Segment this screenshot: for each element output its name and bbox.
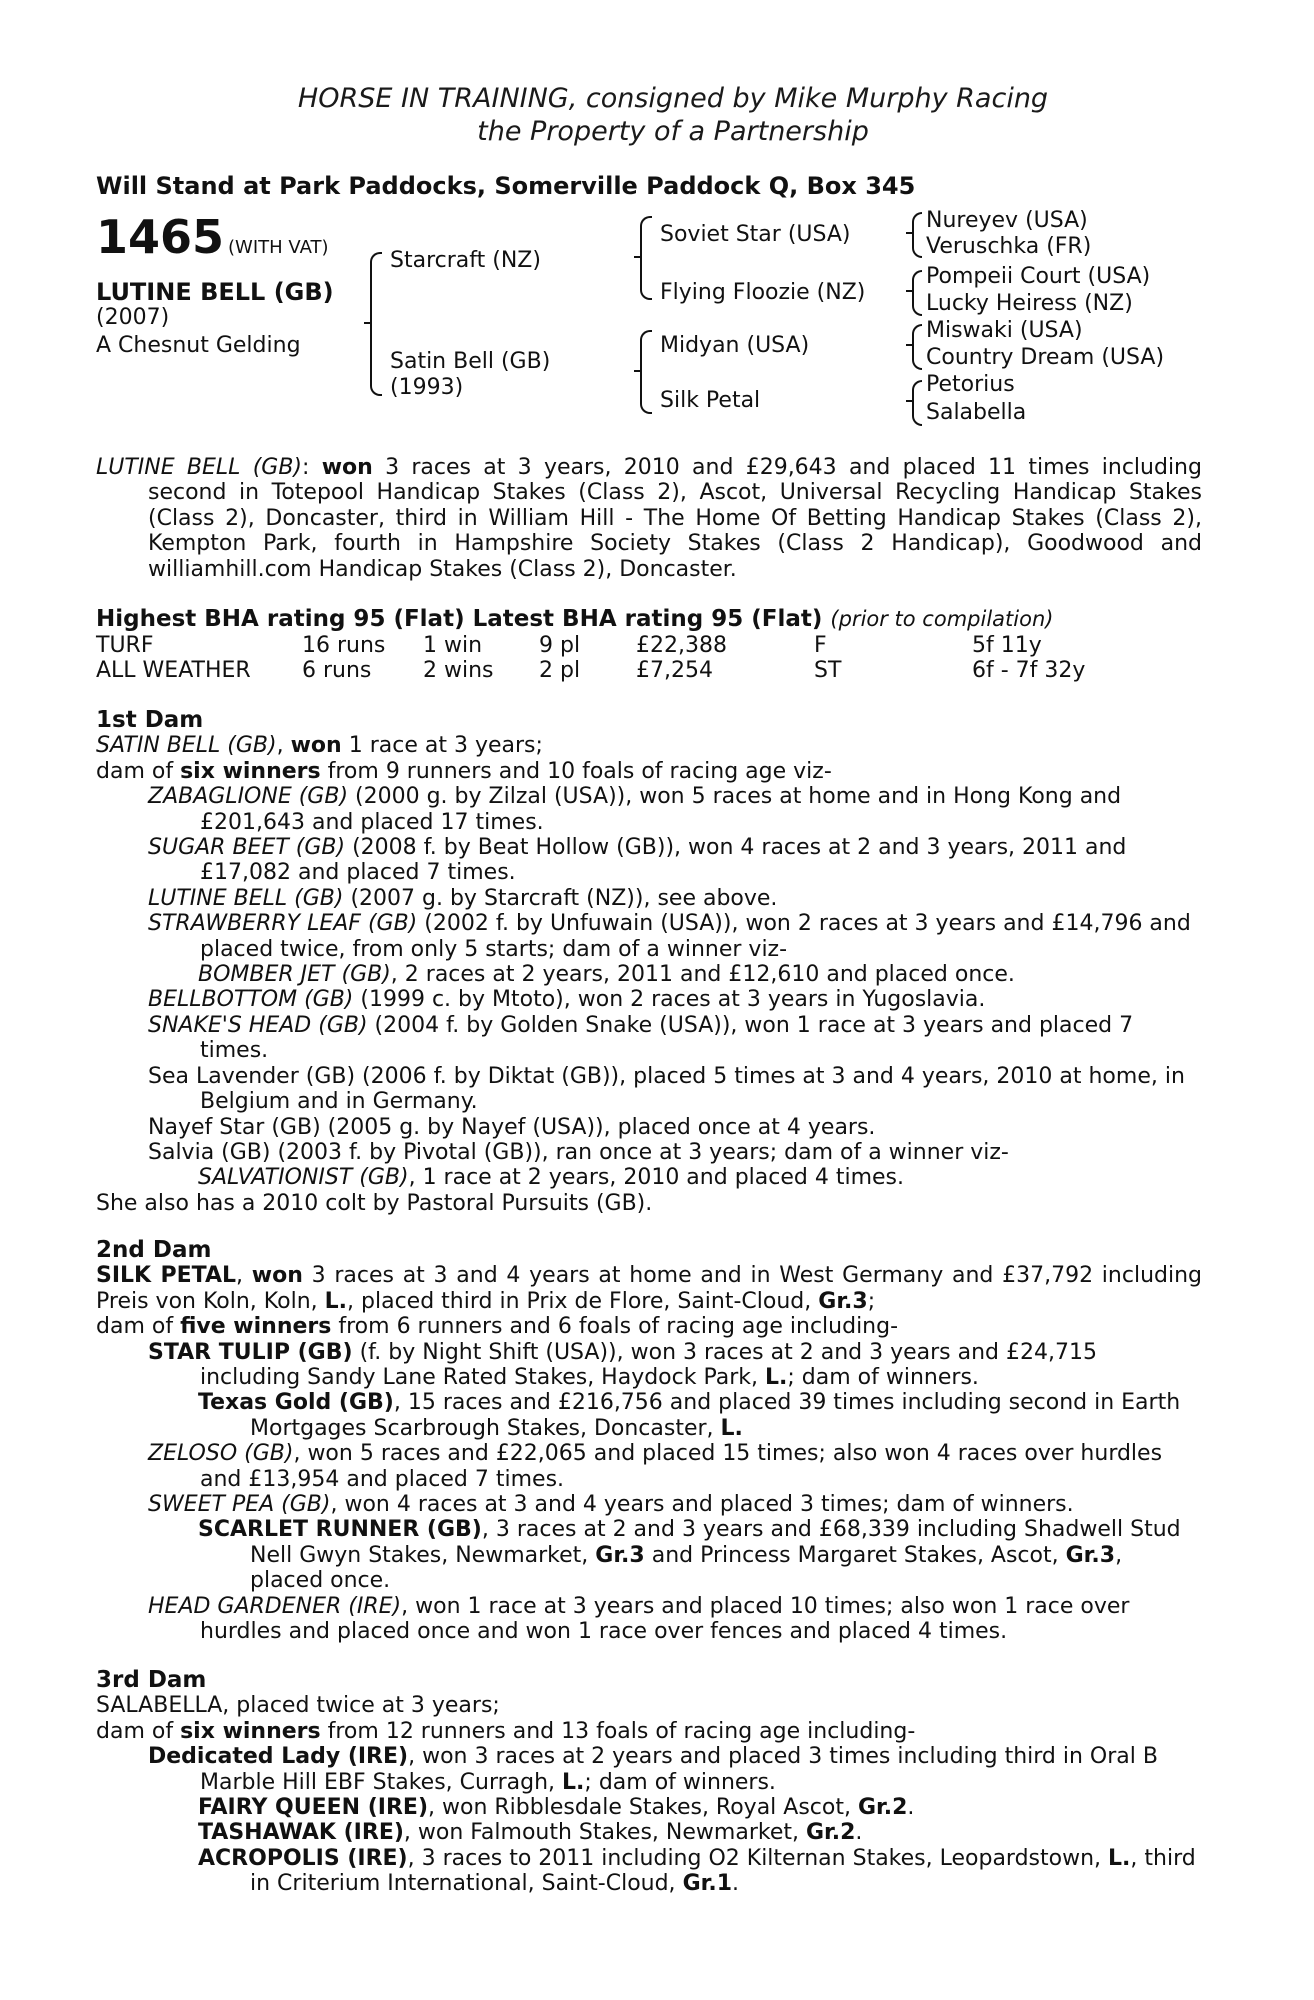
pedigree-g5: Miswaki (USA) bbox=[926, 318, 1083, 343]
group-badge: Gr.2 bbox=[805, 1820, 856, 1846]
produce-name: SWEET PEA (GB) bbox=[148, 1492, 331, 1518]
first-dam-grand-produce-item bbox=[198, 1165, 1202, 1190]
stats-wins: 2 wins bbox=[423, 658, 494, 683]
group-badge: Gr.3 bbox=[818, 1288, 868, 1314]
produce-text: . bbox=[732, 1871, 739, 1897]
pedigree-dam-sire: Midyan (USA) bbox=[660, 333, 810, 358]
horse-name: LUTINE BELL (GB) bbox=[96, 278, 334, 306]
pedigree-g2: Veruschka (FR) bbox=[926, 234, 1092, 259]
pedigree-brace-g12 bbox=[912, 212, 922, 258]
summary-colon: : bbox=[302, 455, 310, 480]
racing-summary bbox=[96, 455, 1202, 582]
third-dam-grand-produce-item bbox=[198, 1846, 1202, 1897]
pedigree-sire: Starcraft (NZ) bbox=[390, 248, 541, 273]
lot-number: 1465 bbox=[96, 210, 225, 264]
third-dam-section bbox=[96, 1668, 1202, 1897]
first-dam-line bbox=[96, 733, 1202, 758]
second-dam-winners: five winners bbox=[180, 1314, 332, 1340]
stats-runs: 6 runs bbox=[302, 658, 372, 683]
produce-name: BELLBOTTOM (GB) bbox=[148, 987, 354, 1013]
pedigree-g4: Lucky Heiress (NZ) bbox=[926, 291, 1133, 316]
pedigree-sire-sire: Soviet Star (USA) bbox=[660, 222, 851, 247]
produce-text: , won 5 races and £22,065 and placed 15 times; also won 4 races over hurdles and £13,954 and placed 7 times. bbox=[200, 1441, 1163, 1492]
produce-text: , 2 races at 2 years, 2011 and £12,610 and placed once. bbox=[390, 962, 1015, 988]
produce-text: , won 1 race at 3 years and placed 10 times; also won 1 race over hurdles and placed once and won 1 race over fences and placed 4 times. bbox=[200, 1593, 1130, 1645]
pedigree-dam: Satin Bell (GB) bbox=[390, 349, 551, 374]
first-dam-also-has: She also has a 2010 colt by Pastoral Pursuits (GB). bbox=[96, 1190, 653, 1216]
third-dam-title: 3rd Dam bbox=[96, 1667, 207, 1693]
produce-text: , won Falmouth Stakes, Newmarket, bbox=[403, 1820, 799, 1846]
group-badge: Gr.3 bbox=[595, 1542, 645, 1568]
third-dam-winners: six winners bbox=[180, 1718, 321, 1744]
group-badge: Gr.2 bbox=[857, 1795, 908, 1821]
pedigree-g8: Salabella bbox=[926, 400, 1027, 425]
produce-text: (1999 c. by Mtoto), won 2 races at 3 years in Yugoslavia. bbox=[360, 987, 986, 1013]
produce-name: SUGAR BEET (GB) bbox=[148, 835, 346, 861]
produce-name: Dedicated Lady (IRE) bbox=[148, 1744, 409, 1770]
produce-text: , placed once. bbox=[250, 1542, 1123, 1594]
lot-vat: (WITH VAT) bbox=[228, 237, 329, 258]
produce-text: , 3 races to 2011 including O2 Kilternan Stakes, Leopardstown, bbox=[407, 1845, 1102, 1871]
stable-location: Will Stand at Park Paddocks, Somerville Paddock Q, Box 345 bbox=[96, 172, 916, 200]
produce-name: ZABAGLIONE (GB) bbox=[148, 784, 349, 810]
produce-text: , 3 races at 2 and 3 years and £68,339 including Shadwell Stud Nell Gwyn Stakes, Newmarket, bbox=[250, 1517, 1181, 1568]
first-dam-produce-item bbox=[148, 784, 1202, 835]
pedigree-g3: Pompeii Court (USA) bbox=[926, 264, 1151, 289]
second-dam-produce-item bbox=[148, 1492, 1202, 1517]
first-dam-grand-produce-item bbox=[198, 962, 1202, 987]
listed-badge: L. bbox=[720, 1415, 743, 1441]
produce-name: STAR TULIP (GB) bbox=[148, 1339, 353, 1365]
produce-name: SCARLET RUNNER (GB) bbox=[198, 1517, 482, 1543]
third-dam-dam-of: dam of bbox=[96, 1718, 174, 1744]
produce-name: FAIRY QUEEN (IRE) bbox=[198, 1795, 429, 1821]
second-dam-text-2: , placed third in Prix de Flore, Saint-Cloud, bbox=[347, 1288, 812, 1314]
pedigree-brace-main-tick bbox=[364, 322, 370, 324]
group-badge: Gr.1 bbox=[682, 1871, 732, 1897]
stats-surface: ALL WEATHER bbox=[96, 658, 251, 683]
pedigree-brace-dam bbox=[640, 330, 652, 414]
first-dam-title: 1st Dam bbox=[96, 707, 204, 733]
produce-name: HEAD GARDENER (IRE) bbox=[148, 1593, 402, 1619]
second-dam-won: won bbox=[251, 1263, 303, 1289]
produce-name: SALVATIONIST (GB) bbox=[198, 1165, 409, 1191]
produce-text: (2007 g. by Starcraft (NZ)), see above. bbox=[350, 885, 778, 911]
produce-name: ACROPOLIS (IRE) bbox=[198, 1845, 408, 1871]
first-dam-produce-item: Salvia (GB) (2003 f. by Pivotal (GB)), ran once at 3 years; dam of a winner viz- bbox=[148, 1139, 1009, 1165]
pedigree-brace-g56 bbox=[912, 324, 922, 370]
listed-badge: L. bbox=[1108, 1845, 1131, 1871]
produce-name: SNAKE'S HEAD (GB) bbox=[148, 1012, 368, 1038]
third-dam-grand-produce-item bbox=[198, 1820, 1202, 1845]
pedigree-brace-g78-tick bbox=[906, 400, 912, 402]
first-dam-produce-item bbox=[148, 1013, 1202, 1064]
summary-horse-name: LUTINE BELL (GB) bbox=[96, 455, 303, 480]
first-dam-winners: six winners bbox=[180, 758, 321, 784]
third-dam-line: SALABELLA, placed twice at 3 years; bbox=[96, 1693, 500, 1719]
produce-text: , 1 race at 2 years, 2010 and placed 4 times. bbox=[408, 1165, 904, 1191]
produce-text: , won Ribblesdale Stakes, Royal Ascot, bbox=[428, 1795, 851, 1821]
produce-text: , won 4 races at 3 and 4 years and placed 3 times; dam of winners. bbox=[330, 1492, 1074, 1518]
bha-rating-text: Highest BHA rating 95 (Flat) Latest BHA rating 95 (Flat) bbox=[96, 606, 823, 632]
first-dam-produce-summary bbox=[96, 759, 1202, 784]
third-dam-produce-summary bbox=[96, 1719, 1202, 1744]
bha-rating-note: (prior to compilation) bbox=[830, 607, 1054, 631]
pedigree-brace-sire-tick bbox=[634, 256, 640, 258]
horse-description: A Chesnut Gelding bbox=[96, 333, 301, 358]
first-dam-produce-item bbox=[148, 886, 1202, 911]
second-dam-produce-summary bbox=[96, 1314, 1202, 1339]
produce-text: , third in Criterium International, Saint-Cloud, bbox=[250, 1845, 1196, 1897]
second-dam-produce-text: from 6 runners and 6 foals of racing age including- bbox=[338, 1314, 899, 1340]
second-dam-produce-item bbox=[148, 1441, 1202, 1492]
summary-text: 3 races at 3 years, 2010 and £29,643 and placed 11 times including second in Totepool Handicap Stakes (Class 2), Ascot, Universal Recycling Handicap Stakes (Class 2), Doncaster, third in William Hill - The Home Of Betting Handicap Stakes (Class 2), Kempton Park, fourth in Hampshire Society Stakes (Class 2 Handicap), Goodwood and williamhill.com Handicap Stakes (Class 2), Doncaster. bbox=[148, 455, 1202, 582]
produce-text: ; dam of winners. bbox=[584, 1769, 776, 1795]
first-dam-won: won bbox=[290, 733, 342, 759]
produce-text: , 15 races and £216,756 and placed 39 times including second in Earth Mortgages Scarbrough Stakes, Doncaster, bbox=[250, 1390, 1181, 1441]
second-dam-produce-item bbox=[148, 1594, 1202, 1645]
third-dam-produce-text: from 12 runners and 13 foals of racing age including- bbox=[327, 1718, 916, 1744]
pedigree-sire-dam: Flying Floozie (NZ) bbox=[660, 280, 866, 305]
produce-name: ZELOSO (GB) bbox=[148, 1441, 294, 1467]
produce-name: LUTINE BELL (GB) bbox=[148, 885, 344, 911]
listed-badge: L. bbox=[562, 1769, 585, 1795]
third-dam-produce-item bbox=[148, 1744, 1202, 1795]
produce-name: BOMBER JET (GB) bbox=[198, 962, 391, 988]
second-dam-text-3: ; bbox=[867, 1288, 876, 1314]
pedigree-g1: Nureyev (USA) bbox=[926, 208, 1088, 233]
first-dam-produce-item bbox=[148, 911, 1202, 962]
first-dam-won-text: 1 race at 3 years; bbox=[348, 733, 543, 759]
second-dam-comma: , bbox=[236, 1263, 243, 1289]
first-dam-produce-item: Nayef Star (GB) (2005 g. by Nayef (USA)), placed once at 4 years. bbox=[148, 1114, 876, 1140]
third-dam-grand-produce-item bbox=[198, 1795, 1202, 1820]
pedigree-brace-g56-tick bbox=[906, 344, 912, 346]
produce-text: (2002 f. by Unfuwain (USA)), won 2 races at 3 years and £14,796 and placed twice, from only 5 starts; dam of a winner viz- bbox=[200, 911, 1191, 962]
listed-badge: L. bbox=[324, 1288, 348, 1314]
horse-year: (2007) bbox=[96, 305, 170, 330]
stats-placed: 9 pl bbox=[539, 633, 581, 658]
produce-text: . bbox=[855, 1820, 863, 1846]
produce-text: ; dam of winners. bbox=[787, 1365, 979, 1391]
first-dam-dam-of: dam of bbox=[96, 758, 174, 784]
pedigree-dam-year: (1993) bbox=[390, 375, 464, 400]
second-dam-line bbox=[96, 1263, 1202, 1314]
produce-name: TASHAWAK (IRE) bbox=[198, 1820, 404, 1846]
stats-placed: 2 pl bbox=[539, 658, 581, 683]
second-dam-grand-produce-item bbox=[198, 1390, 1202, 1441]
produce-text: (2000 g. by Zilzal (USA)), won 5 races at home and in Hong Kong and £201,643 and placed 17 times. bbox=[200, 784, 1122, 835]
pedigree-g6: Country Dream (USA) bbox=[926, 345, 1165, 370]
first-dam-produce-item bbox=[148, 987, 1202, 1012]
pedigree-brace-dam-tick bbox=[634, 370, 640, 372]
produce-text: (2004 f. by Golden Snake (USA)), won 1 race at 3 years and placed 7 times. bbox=[200, 1012, 1134, 1064]
second-dam-dam-of: dam of bbox=[96, 1314, 174, 1340]
bha-rating-title bbox=[96, 606, 1053, 632]
pedigree-brace-g34-tick bbox=[906, 290, 912, 292]
pedigree-brace-sire bbox=[640, 216, 652, 300]
header-line-2: the Property of a Partnership bbox=[477, 116, 869, 147]
produce-text: (2008 f. by Beat Hollow (GB)), won 4 races at 2 and 3 years, 2011 and £17,082 and placed 7 times. bbox=[200, 835, 1127, 886]
catalogue-header bbox=[0, 82, 1314, 148]
pedigree-brace-g78 bbox=[912, 380, 922, 426]
pedigree-brace-g12-tick bbox=[906, 232, 912, 234]
first-dam-produce-text: from 9 runners and 10 foals of racing age viz- bbox=[327, 758, 832, 784]
produce-text: and Princess Margaret Stakes, Ascot, bbox=[651, 1542, 1059, 1568]
second-dam-name: SILK PETAL bbox=[96, 1263, 236, 1289]
stats-wins: 1 win bbox=[423, 633, 483, 658]
pedigree-dam-dam: Silk Petal bbox=[660, 388, 761, 413]
listed-badge: L. bbox=[765, 1365, 788, 1391]
header-line-1: HORSE IN TRAINING, consigned by Mike Murphy Racing bbox=[297, 83, 1049, 114]
group-badge: Gr.3 bbox=[1065, 1542, 1116, 1568]
pedigree-brace-g34 bbox=[912, 270, 922, 316]
first-dam-produce-item bbox=[148, 835, 1202, 886]
second-dam-title: 2nd Dam bbox=[96, 1237, 212, 1263]
second-dam-grand-produce-item bbox=[198, 1517, 1202, 1593]
produce-text: . bbox=[907, 1795, 915, 1821]
produce-name: STRAWBERRY LEAF (GB) bbox=[148, 911, 418, 937]
pedigree-brace-main bbox=[370, 252, 382, 396]
second-dam-section bbox=[96, 1238, 1202, 1645]
summary-paragraph bbox=[96, 455, 1202, 582]
stats-prize: £7,254 bbox=[636, 658, 713, 683]
stats-going: F bbox=[814, 633, 827, 658]
produce-text: (f. by Night Shift (USA)), won 3 races at 2 and 3 years and £24,715 including Sandy Lane Rated Stakes, Haydock Park, bbox=[200, 1339, 1097, 1391]
stats-surface: TURF bbox=[96, 633, 154, 658]
lot-number-block bbox=[96, 210, 329, 264]
summary-won: won bbox=[321, 455, 373, 480]
second-dam-produce-item bbox=[148, 1340, 1202, 1391]
first-dam-produce-item: Sea Lavender (GB) (2006 f. by Diktat (GB)), placed 5 times at 3 and 4 years, 2010 at home, in Belgium and in Germany. bbox=[148, 1063, 1185, 1115]
second-dam-text-1: 3 races at 3 and 4 years at home and in West Germany and £37,792 including Preis von Koln, Koln, bbox=[96, 1263, 1202, 1314]
pedigree-g7: Petorius bbox=[926, 372, 1015, 397]
produce-name: Texas Gold (GB) bbox=[198, 1390, 394, 1416]
stats-distance: 5f 11y bbox=[972, 633, 1042, 658]
stats-runs: 16 runs bbox=[302, 633, 386, 658]
first-dam-comma: , bbox=[276, 733, 284, 759]
stats-going: ST bbox=[814, 658, 842, 683]
first-dam-section bbox=[96, 708, 1202, 1216]
stats-distance: 6f - 7f 32y bbox=[972, 658, 1086, 683]
stats-prize: £22,388 bbox=[636, 633, 727, 658]
produce-text: , won 3 races at 2 years and placed 3 times including third in Oral B Marble Hill EBF Stakes, Curragh, bbox=[200, 1744, 1158, 1795]
first-dam-name: SATIN BELL (GB) bbox=[96, 733, 277, 759]
